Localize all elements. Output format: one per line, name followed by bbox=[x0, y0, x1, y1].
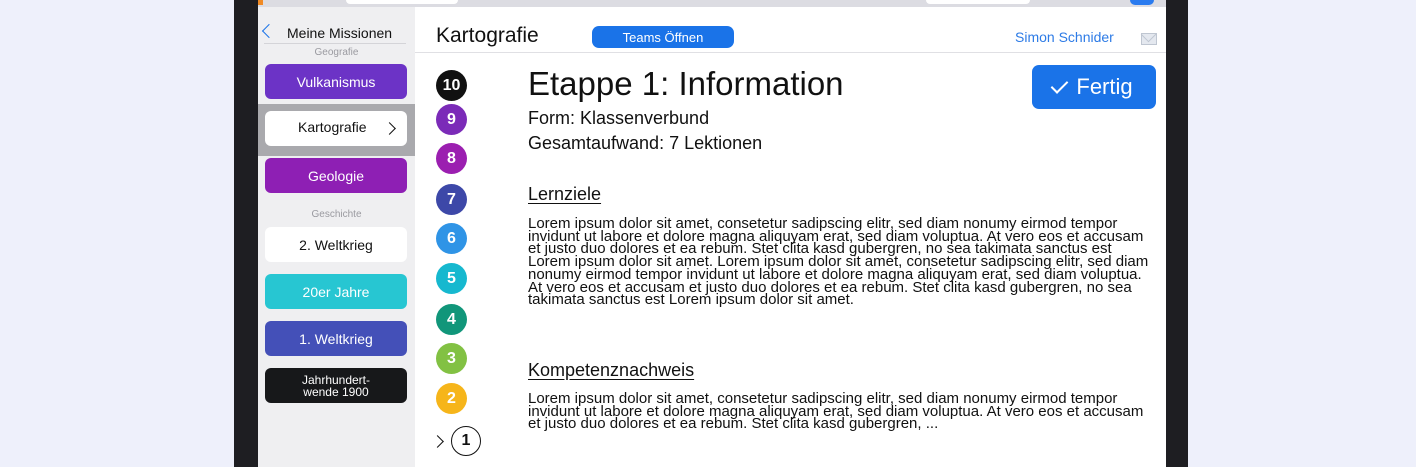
sidebar-item-kartografie[interactable] bbox=[265, 111, 407, 146]
header-divider bbox=[415, 52, 1166, 53]
section-title-lernziele: Lernziele bbox=[528, 184, 602, 204]
stage-number: 6 bbox=[447, 229, 456, 247]
stage-9[interactable] bbox=[436, 104, 467, 135]
stage-number: 5 bbox=[447, 269, 456, 287]
stage-10[interactable] bbox=[436, 70, 467, 101]
sidebar-item-1-weltkrieg[interactable] bbox=[265, 321, 407, 356]
teams-open-button[interactable]: Teams Öffnen bbox=[592, 26, 734, 48]
status-pill bbox=[926, 0, 1030, 4]
stage-number: 1 bbox=[461, 432, 471, 449]
sidebar-item-label: 1. Weltkrieg bbox=[299, 330, 373, 347]
stage-4[interactable] bbox=[436, 304, 467, 335]
section-label-geschichte: Geschichte bbox=[311, 209, 362, 220]
stage-number: 9 bbox=[447, 110, 456, 128]
sidebar-item-label: Jahrhundert- wende 1900 bbox=[301, 372, 371, 399]
stage-1-current[interactable] bbox=[451, 426, 481, 456]
back-label: Meine Missionen bbox=[287, 25, 393, 41]
sidebar-item-label: 20er Jahre bbox=[302, 283, 370, 300]
sidebar-item-label: 2. Weltkrieg bbox=[299, 236, 373, 253]
user-name-link[interactable]: Simon Schnider bbox=[1015, 29, 1114, 45]
main-panel bbox=[415, 7, 1166, 467]
stage-8[interactable] bbox=[436, 143, 467, 174]
stage-number: 8 bbox=[447, 149, 456, 167]
sidebar-item-vulkanismus[interactable] bbox=[265, 64, 407, 99]
section-text-kompetenznachweis: Lorem ipsum dolor sit amet, consetetur sadipscing elitr, sed diam nonumy eirmod tempor invidunt ut labore et dolore magna aliquyam erat, sed diam voluptua. At vero eos et accusam et justo duo dolores et ea rebum. Stet clita kasd gubergren, ... bbox=[528, 390, 1144, 433]
sidebar-item-geologie[interactable] bbox=[265, 158, 407, 193]
sidebar bbox=[258, 7, 415, 467]
stage-5[interactable] bbox=[436, 263, 467, 294]
divider bbox=[264, 43, 406, 44]
sidebar-item-label: Vulkanismus bbox=[296, 73, 376, 90]
status-pill bbox=[346, 0, 458, 4]
section-text-lernziele: Lorem ipsum dolor sit amet, consetetur sadipscing elitr, sed diam nonumy eirmod tempor invidunt ut labore et dolore magna aliquyam erat, sed diam voluptua. At vero eos et accusam et justo duo dolores et ea rebum. Stet clita kasd gubergren, no sea takimata sanctus est Lorem ipsum dolor sit amet. Lorem ipsum dolor sit amet, consetetur sadipscing elitr, sed diam nonumy eirmod tempor invidunt ut labore et dolore magna aliquyam erat, sed diam voluptua. At vero eos et accusam et justo duo dolores et ea rebum. Stet clita kasd gubergren, no sea takimata sanctus est Lorem ipsum dolor sit amet. bbox=[528, 215, 1149, 309]
done-button[interactable] bbox=[1032, 65, 1156, 109]
sidebar-item-label: Geologie bbox=[307, 167, 365, 184]
mail-icon[interactable] bbox=[1141, 33, 1157, 45]
stage-7[interactable] bbox=[436, 184, 467, 215]
status-indicator bbox=[258, 0, 263, 5]
stage-number: 10 bbox=[442, 76, 461, 94]
chevron-right-icon bbox=[431, 435, 444, 448]
sidebar-item-label: Kartografie bbox=[298, 119, 367, 135]
checkmark-icon bbox=[1051, 76, 1069, 94]
stage-form: Form: Klassenverbund bbox=[528, 108, 710, 128]
page-title: Kartografie bbox=[436, 24, 539, 47]
chevron-right-icon bbox=[383, 122, 396, 135]
sidebar-item-2-weltkrieg[interactable] bbox=[265, 227, 407, 262]
section-title-kompetenznachweis: Kompetenznachweis bbox=[528, 360, 695, 380]
done-button-label: Fertig bbox=[1076, 74, 1133, 99]
back-button[interactable] bbox=[258, 15, 415, 41]
stage-2[interactable] bbox=[436, 383, 467, 414]
stage-heading: Etappe 1: Information bbox=[528, 65, 844, 102]
chevron-left-icon bbox=[262, 24, 276, 38]
stage-effort: Gesamtaufwand: 7 Lektionen bbox=[528, 133, 763, 153]
stage-number: 7 bbox=[447, 190, 456, 208]
sidebar-item-20er-jahre[interactable] bbox=[265, 274, 407, 309]
section-label-geografie: Geografie bbox=[314, 47, 359, 58]
stage-3[interactable] bbox=[436, 343, 467, 374]
status-indicator bbox=[1130, 0, 1154, 5]
stage-number: 4 bbox=[447, 310, 456, 328]
stage-6[interactable] bbox=[436, 223, 467, 254]
stage-number: 2 bbox=[447, 389, 456, 407]
stage-number: 3 bbox=[447, 349, 456, 367]
sidebar-item-jahrhundertwende-1900[interactable] bbox=[265, 368, 407, 403]
